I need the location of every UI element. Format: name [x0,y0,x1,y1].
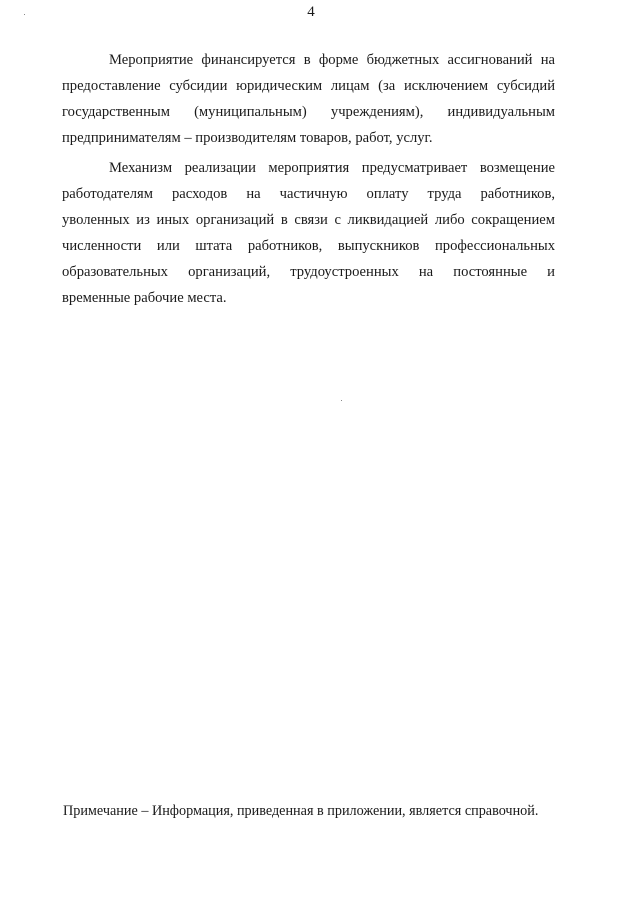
paragraph-line: государственным (муниципальным) учреждениям), индивидуальным [62,104,555,121]
paragraph-funding [62,47,555,151]
page-number: 4 [307,4,315,20]
paragraph-line: численности или штата работников, выпускников профессиональных [62,238,555,255]
footnote-note: Примечание – Информация, приведенная в приложении, является справочной. [63,803,539,819]
paragraph-line: уволенных из иных организаций в связи с ликвидацией либо сокращением [62,212,555,229]
paragraph-mechanism [62,155,555,312]
paragraph-line: предоставление субсидии юридическим лицам (за исключением субсидий [62,78,555,95]
scan-speck [341,400,342,401]
paragraph-line: образовательных организаций, трудоустроенных на постоянные и [62,264,555,281]
paragraph-line: Мероприятие финансируется в форме бюджетных ассигнований на [109,52,555,68]
scan-speck [24,14,25,15]
paragraph-line: работодателям расходов на частичную оплату труда работников, [62,186,555,203]
paragraph-line: временные рабочие места. [62,290,227,307]
paragraph-line: предпринимателям – производителям товаров, работ, услуг. [62,130,433,147]
paragraph-line: Механизм реализации мероприятия предусматривает возмещение [109,160,555,176]
